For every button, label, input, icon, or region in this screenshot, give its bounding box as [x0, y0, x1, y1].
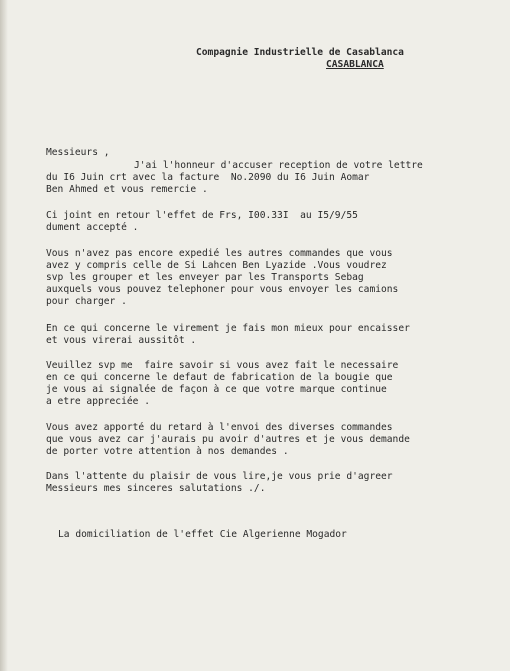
paragraph-2-line-1: Ci joint en retour l'effet de Frs, I00.33I au I5/9/55	[46, 210, 358, 221]
paragraph-3-line-2: avez y compris celle de Si Lahcen Ben Lyazide .Vous voudrez	[46, 260, 387, 271]
paragraph-7-line-2: Messieurs mes sinceres salutations ./.	[46, 483, 266, 494]
paragraph-2-line-2: dument accepté .	[46, 222, 139, 233]
domiciliation-note: La domiciliation de l'effet Cie Algerienne Mogador	[58, 529, 347, 540]
salutation: Messieurs ,	[46, 147, 110, 158]
paragraph-6-line-3: de porter votre attention à nos demandes .	[46, 446, 289, 457]
paragraph-5-line-1: Veuillez svp me faire savoir si vous avez fait le necessaire	[46, 360, 399, 371]
paragraph-3-line-1: Vous n'avez pas encore expedié les autres commandes que vous	[46, 248, 393, 259]
paragraph-4-line-2: et vous virerai aussitôt .	[46, 335, 197, 346]
paragraph-6-line-1: Vous avez apporté du retard à l'envoi des diverses commandes	[46, 422, 393, 433]
page-edge-shadow	[0, 0, 8, 671]
paragraph-5-line-4: a etre appreciée .	[46, 396, 150, 407]
paragraph-3-line-3: svp les grouper et les enveyer par les Transports Sebag	[46, 272, 364, 283]
paragraph-3-line-4: auxquels vous pouvez telephoner pour vous envoyer les camions	[46, 284, 399, 295]
paragraph-5-line-3: je vous ai signalée de façon à ce que votre marque continue	[46, 384, 387, 395]
paragraph-1-line-3: Ben Ahmed et vous remercie .	[46, 184, 208, 195]
letterhead-city: CASABLANCA	[326, 59, 384, 70]
paragraph-1-line-1: J'ai l'honneur d'accuser reception de votre lettre	[134, 160, 423, 171]
paragraph-7-line-1: Dans l'attente du plaisir de vous lire,je vous prie d'agreer	[46, 471, 393, 482]
paragraph-1-line-2: du I6 Juin crt avec la facture No.2090 du I6 Juin Aomar	[46, 172, 370, 183]
paragraph-5-line-2: en ce qui concerne le defaut de fabrication de la bougie que	[46, 372, 393, 383]
paragraph-3-line-5: pour charger .	[46, 296, 127, 307]
paragraph-6-line-2: que vous avez car j'aurais pu avoir d'autres et je vous demande	[46, 434, 410, 445]
letterhead-company: Compagnie Industrielle de Casablanca	[196, 47, 404, 58]
paragraph-4-line-1: En ce qui concerne le virement je fais mon mieux pour encaisser	[46, 323, 410, 334]
